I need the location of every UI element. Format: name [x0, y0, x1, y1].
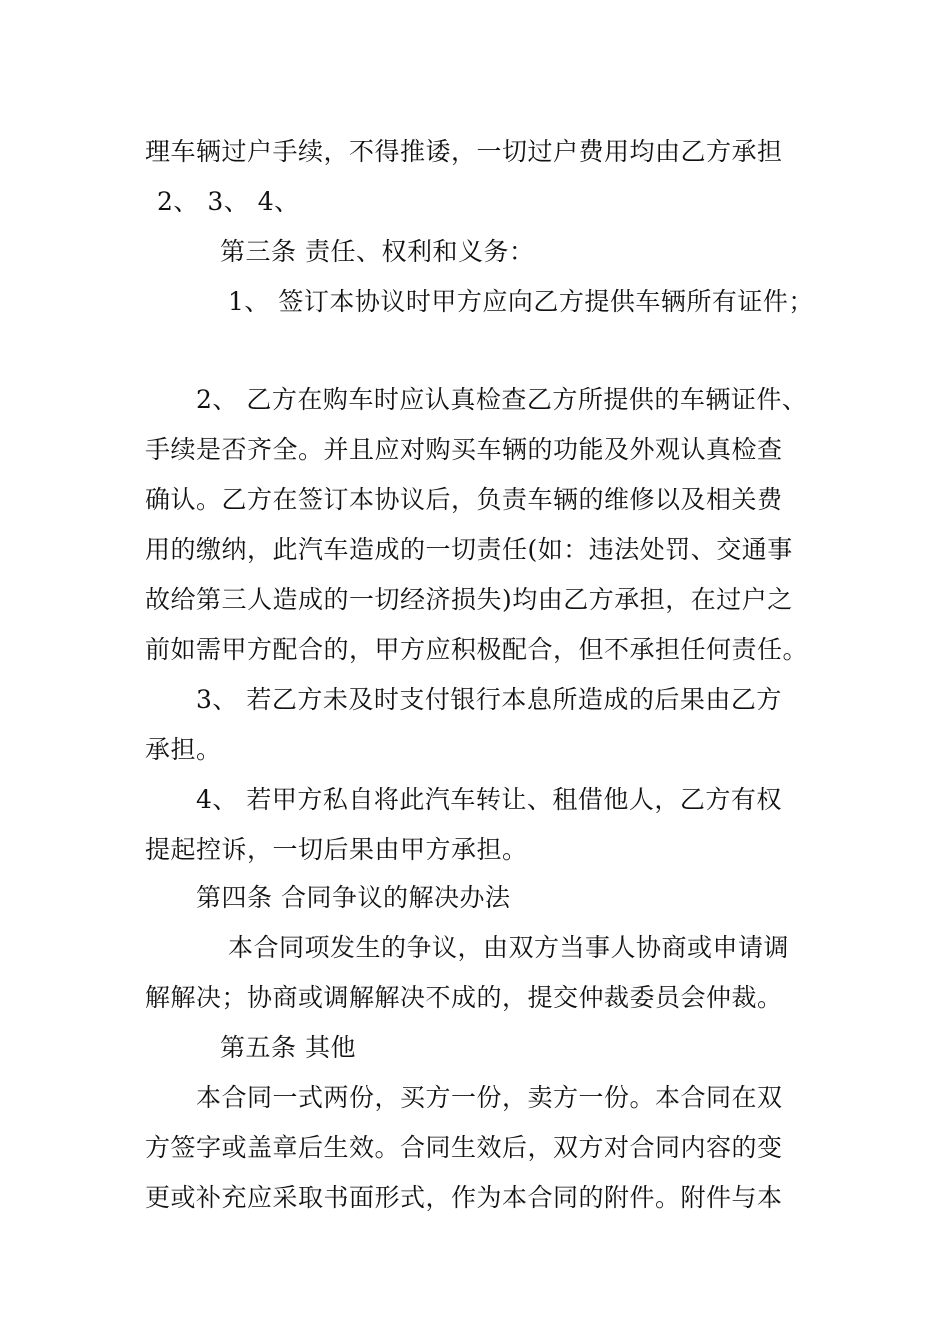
text-line-8: 用的缴纳，此汽车造成的一切责任(如：违法处罚、交通事 — [145, 535, 793, 564]
text-line-9: 故给第三人造成的一切经济损失)均由乙方承担，在过户之 — [145, 585, 793, 614]
section-three-heading: 第三条 责任、权利和义务： — [220, 237, 535, 266]
text-line-17: 解解决；协商或调解解决不成的，提交仲裁委员会仲裁。 — [145, 983, 783, 1012]
text-line-14: 提起控诉，一切后果由甲方承担。 — [145, 835, 528, 864]
text-line-12: 承担。 — [145, 735, 222, 764]
text-line-21: 更或补充应采取书面形式，作为本合同的附件。附件与本 — [145, 1183, 783, 1212]
section-five-heading: 第五条 其他 — [220, 1033, 356, 1062]
section-four-heading: 第四条 合同争议的解决办法 — [196, 883, 511, 912]
text-line-6: 手续是否齐全。并且应对购买车辆的功能及外观认真检查 — [145, 435, 783, 464]
text-line-16: 本合同项发生的争议，由双方当事人协商或申请调 — [228, 933, 790, 962]
text-line-1: 理车辆过户手续，不得推诿，一切过户费用均由乙方承担 — [145, 137, 783, 166]
text-line-13: 4、 若甲方私自将此汽车转让、租借他人，乙方有权 — [196, 785, 782, 814]
text-line-4: 1、 签订本协议时甲方应向乙方提供车辆所有证件； — [228, 287, 814, 316]
text-line-20: 方签字或盖章后生效。合同生效后，双方对合同内容的变 — [145, 1133, 783, 1162]
text-line-19: 本合同一式两份，买方一份，卖方一份。本合同在双 — [196, 1083, 783, 1112]
text-line-5: 2、 乙方在购车时应认真检查乙方所提供的车辆证件、 — [196, 385, 808, 414]
text-line-10: 前如需甲方配合的，甲方应积极配合，但不承担任何责任。 — [145, 635, 809, 664]
text-line-2: 2、 3、 4、 — [157, 187, 300, 216]
text-line-7: 确认。乙方在签订本协议后，负责车辆的维修以及相关费 — [145, 485, 783, 514]
text-line-11: 3、 若乙方未及时支付银行本息所造成的后果由乙方 — [196, 685, 782, 714]
